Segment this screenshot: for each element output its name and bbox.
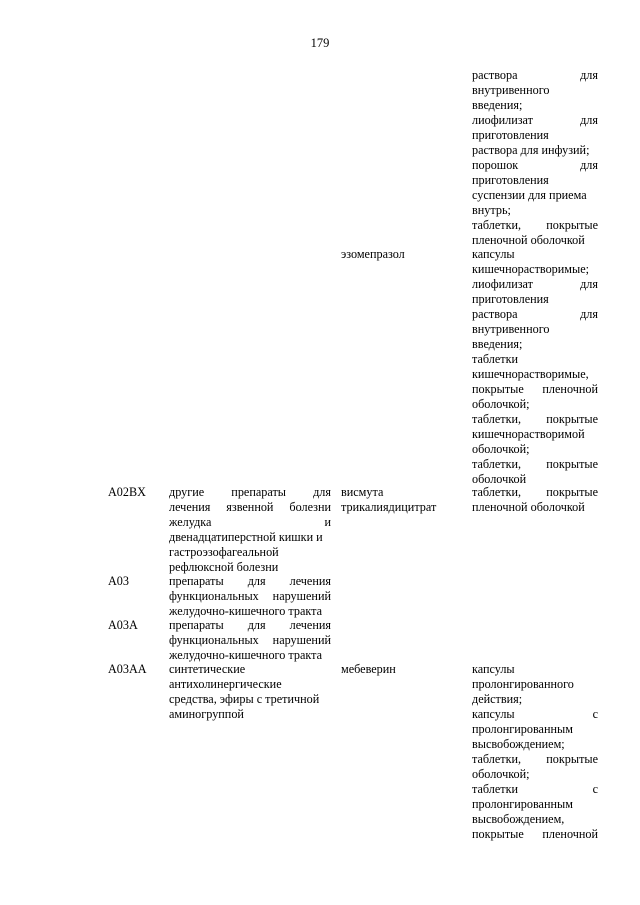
dosage-forms-line: суспензии для приема <box>472 188 587 202</box>
anatomical-therapeutic-group-line: желудка и <box>169 515 331 529</box>
dosage-forms-line: покрытые пленочной <box>472 827 598 841</box>
anatomical-therapeutic-group-line: желудочно-кишечного тракта <box>169 604 322 618</box>
atc-code: A03 <box>108 574 129 588</box>
dosage-forms-line: капсулы <box>472 662 515 676</box>
anatomical-therapeutic-group-line: желудочно-кишечного тракта <box>169 648 322 662</box>
dosage-forms-line: кишечнорастворимые; <box>472 262 589 276</box>
medicinal-substance <box>341 247 466 262</box>
dosage-forms <box>472 485 598 515</box>
anatomical-therapeutic-group <box>169 618 331 663</box>
dosage-forms-line: внутривенного <box>472 83 550 97</box>
page-number: 179 <box>310 36 330 50</box>
dosage-forms-line: оболочкой; <box>472 397 530 411</box>
dosage-forms-line: покрытые пленочной <box>472 382 598 396</box>
atc-code: A03AA <box>108 662 147 676</box>
dosage-forms-line: таблетки, покрытые <box>472 218 598 232</box>
medicinal-substance-line: висмута <box>341 485 384 499</box>
dosage-forms-line: оболочкой; <box>472 767 530 781</box>
dosage-forms-line: приготовления <box>472 173 549 187</box>
dosage-forms <box>472 68 598 248</box>
dosage-forms-line: внутривенного <box>472 322 550 336</box>
dosage-forms-line: оболочкой; <box>472 442 530 456</box>
medicinal-substance-line: мебеверин <box>341 662 396 676</box>
dosage-forms-line: пролонгированным <box>472 722 573 736</box>
anatomical-therapeutic-group-line: препараты для лечения <box>169 574 331 588</box>
dosage-forms-line: лиофилизат для <box>472 113 598 127</box>
dosage-forms-line: кишечнорастворимой <box>472 427 585 441</box>
anatomical-therapeutic-group-line: функциональных нарушений <box>169 589 331 603</box>
medicinal-substance <box>341 662 466 677</box>
dosage-forms-line: таблетки, покрытые <box>472 457 598 471</box>
anatomical-therapeutic-group-line: рефлюксной болезни <box>169 560 279 574</box>
dosage-forms <box>472 247 598 487</box>
anatomical-therapeutic-group-line: синтетические <box>169 662 246 676</box>
dosage-forms-line: раствора для инфузий; <box>472 143 590 157</box>
dosage-forms-line: приготовления <box>472 292 549 306</box>
dosage-forms-line: раствора для <box>472 307 598 321</box>
dosage-forms-line: пролонгированного <box>472 677 574 691</box>
atc-code: A02BX <box>108 485 146 499</box>
dosage-forms-line: пролонгированным <box>472 797 573 811</box>
dosage-forms-line: порошок для <box>472 158 598 172</box>
dosage-forms-line: введения; <box>472 337 523 351</box>
dosage-forms-line: таблетки, покрытые <box>472 412 598 426</box>
dosage-forms-line: пленочной оболочкой <box>472 233 585 247</box>
dosage-forms-line: высвобождением, <box>472 812 565 826</box>
dosage-forms-line: капсулы с <box>472 707 598 721</box>
dosage-forms-line: капсулы <box>472 247 515 261</box>
dosage-forms-line: таблетки, покрытые <box>472 485 598 499</box>
dosage-forms-line: кишечнорастворимые, <box>472 367 589 381</box>
anatomical-therapeutic-group <box>169 662 331 722</box>
dosage-forms-line: оболочкой <box>472 472 527 486</box>
anatomical-therapeutic-group <box>169 485 331 575</box>
dosage-forms-line: высвобождением; <box>472 737 565 751</box>
anatomical-therapeutic-group <box>169 574 331 619</box>
dosage-forms-line: внутрь; <box>472 203 511 217</box>
anatomical-therapeutic-group-line: гастроэзофагеальной <box>169 545 279 559</box>
dosage-forms-line: действия; <box>472 692 523 706</box>
dosage-forms-line: таблетки <box>472 352 519 366</box>
dosage-forms-line: приготовления <box>472 128 549 142</box>
dosage-forms <box>472 662 598 842</box>
dosage-forms-line: таблетки с <box>472 782 598 796</box>
anatomical-therapeutic-group-line: лечения язвенной болезни <box>169 500 331 514</box>
anatomical-therapeutic-group-line: антихолинергические <box>169 677 282 691</box>
dosage-forms-line: лиофилизат для <box>472 277 598 291</box>
medicinal-substance <box>341 485 466 515</box>
anatomical-therapeutic-group-line: двенадцатиперстной кишки и <box>169 530 323 544</box>
medicinal-substance-line: эзомепразол <box>341 247 405 261</box>
medicinal-substance-line: трикалиядицитрат <box>341 500 437 514</box>
anatomical-therapeutic-group-line: средства, эфиры с третичной <box>169 692 320 706</box>
dosage-forms-line: пленочной оболочкой <box>472 500 585 514</box>
anatomical-therapeutic-group-line: препараты для лечения <box>169 618 331 632</box>
atc-code: A03A <box>108 618 138 632</box>
anatomical-therapeutic-group-line: функциональных нарушений <box>169 633 331 647</box>
dosage-forms-line: введения; <box>472 98 523 112</box>
dosage-forms-line: таблетки, покрытые <box>472 752 598 766</box>
anatomical-therapeutic-group-line: другие препараты для <box>169 485 331 499</box>
anatomical-therapeutic-group-line: аминогруппой <box>169 707 244 721</box>
dosage-forms-line: раствора для <box>472 68 598 82</box>
